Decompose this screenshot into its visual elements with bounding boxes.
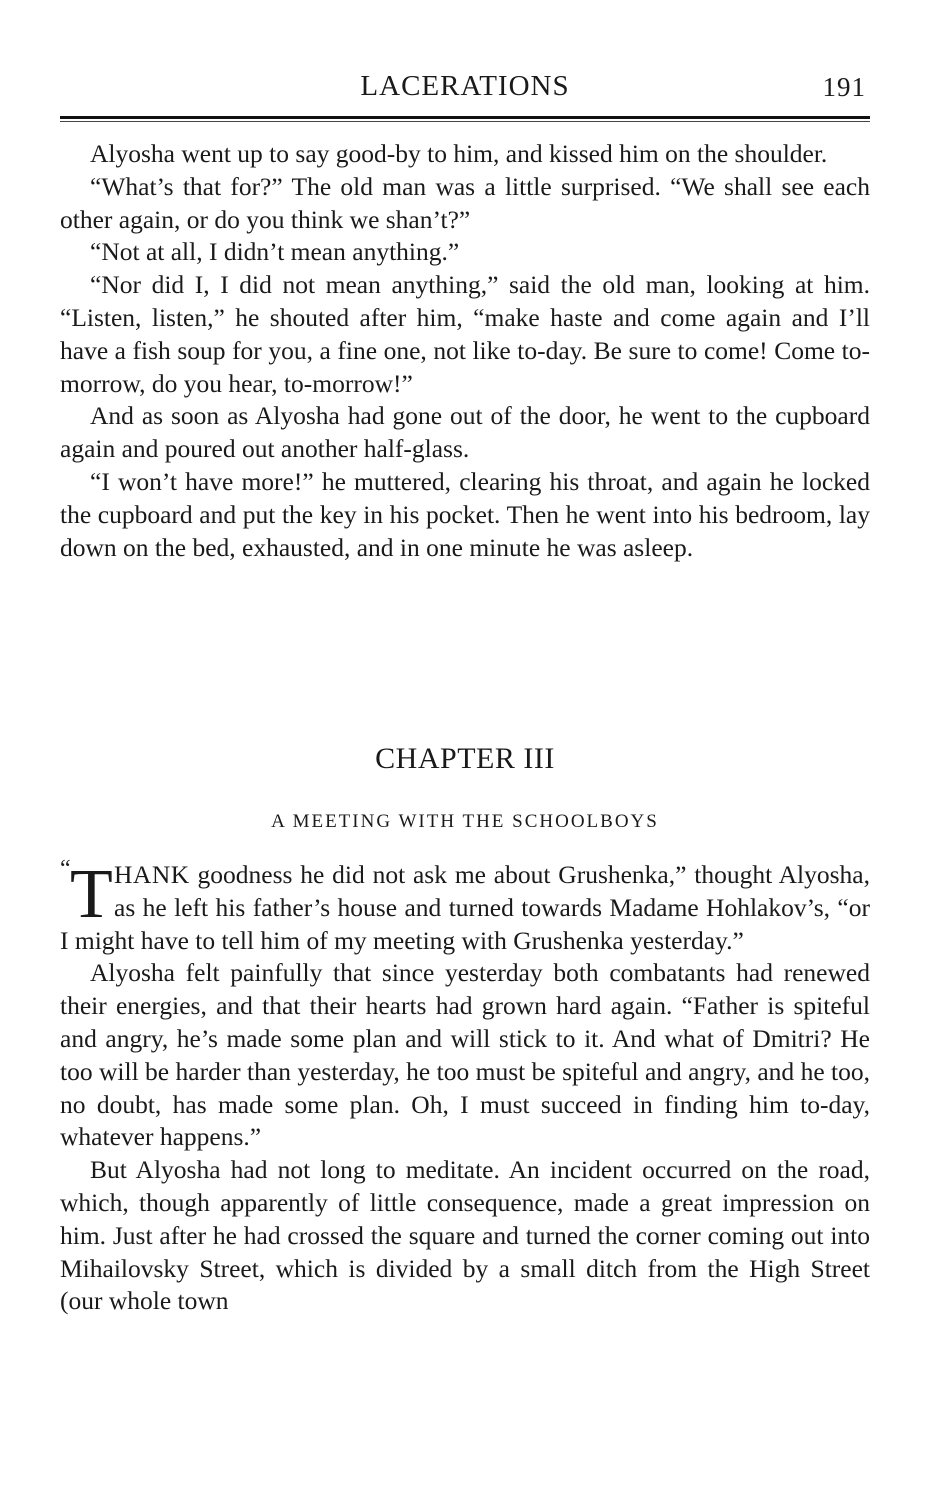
running-head: LACERATIONS (360, 70, 570, 102)
paragraph: “Nor did I, I did not mean anything,” said the old man, looking at him. “Listen, listen,” he shouted after him, “make haste and come again and I’ll have a fish soup for you, a fine one, not like to-day. Be sure to come! Come to-morrow, do you hear, to-morrow!” (60, 270, 870, 398)
paragraph: “Not at all, I didn’t mean anything.” (90, 237, 460, 267)
paragraph: Alyosha went up to say good-by to him, and kissed him on the shoulder. (90, 139, 828, 168)
drop-cap-block (60, 856, 113, 933)
opening-quote: “ (60, 856, 71, 882)
chapter-title: CHAPTER III (375, 742, 555, 775)
paragraph: But Alyosha had not long to meditate. An incident occurred on the road, which, though apparently of little consequence, made a great impression on him. Just after he had crossed the square and turned the corner coming out into Mihailovsky Street, which is divided by a small ditch from the High Street (our whole town (60, 1155, 870, 1316)
section-2-text (60, 856, 870, 1318)
paragraph: “What’s that for?” The old man was a little surprised. “We shall see each other again, or do you think we shan’t?” (60, 171, 870, 234)
opening-text: goodness he did not ask me about Grushenka,” thought Alyosha, as he left his father’s house and turned towards Madame Hohlakov’s, “or I might have to tell him of my meeting with Grushenka yesterday.” (60, 860, 870, 955)
opening-caps: HANK (114, 860, 190, 889)
section-1-text (60, 138, 870, 564)
paragraph: “I won’t have more!” he muttered, clearing his throat, and again he locked the cupboard and put the key in his pocket. Then he went into his bedroom, lay down on the bed, exhausted, and in one minute he was asleep. (60, 466, 870, 562)
paragraph: Alyosha felt painfully that since yesterday both combatants had renewed their energies, and that their hearts had grown hard again. “Father is spiteful and angry, he’s made some plan and will stick to it. And what of Dmitri? He too will be harder than yesterday, he too must be spiteful and angry, and he too, no doubt, has made some plan. Oh, I must succeed in finding him to-day, whatever happens.” (60, 958, 870, 1152)
header-rule (60, 116, 870, 119)
chapter-subtitle: A MEETING WITH THE SCHOOLBOYS (271, 811, 659, 832)
page-header (60, 70, 870, 110)
page-number: 191 (822, 72, 866, 102)
header-rule-thin (60, 121, 870, 122)
paragraph: And as soon as Alyosha had gone out of the door, he went to the cupboard again and poured out another half-glass. (60, 401, 870, 464)
drop-cap: T (70, 856, 113, 933)
opening-paragraph (60, 856, 870, 957)
